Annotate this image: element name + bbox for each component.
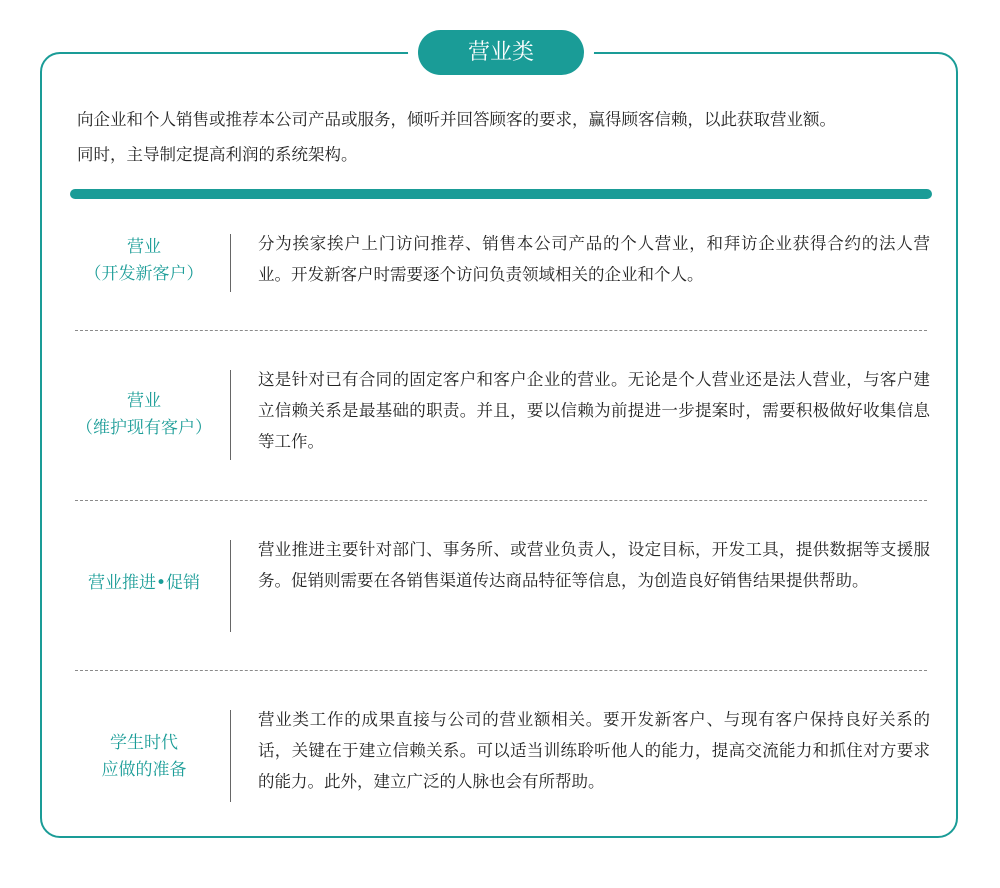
section-divider-bar	[70, 189, 932, 199]
job-row-new-clients	[70, 228, 932, 308]
job-row-existing-clients	[70, 364, 932, 464]
row-separator-line	[230, 540, 231, 632]
job-row-student-preparation	[70, 704, 932, 804]
job-row-label: 营业 （维护现有客户）	[76, 391, 212, 438]
job-row-description: 营业类工作的成果直接与公司的营业额相关。要开发新客户、与现有客户保持良好关系的话，关键在于建立信赖关系。可以适当训练聆听他人的能力，提高交流能力和抓住对方要求的能力。此外，建立广泛的人脉也会有所帮助。	[258, 710, 930, 791]
job-row-sales-promotion	[70, 534, 932, 634]
row-separator-line	[230, 370, 231, 460]
intro-text	[77, 102, 947, 172]
intro-line-1: 向企业和个人销售或推荐本公司产品或服务，倾听并回答顾客的要求，赢得顾客信赖，以此获取营业额。	[77, 110, 836, 129]
job-row-description: 分为挨家挨户上门访问推荐、销售本公司产品的个人营业，和拜访企业获得合约的法人营业。开发新客户时需要逐个访问负责领域相关的企业和个人。	[258, 234, 930, 284]
job-row-label: 营业 （开发新客户）	[84, 237, 204, 284]
job-row-description: 这是针对已有合同的固定客户和客户企业的营业。无论是个人营业还是法人营业，与客户建立信赖关系是最基础的职责。并且，要以信赖为前提进一步提案时，需要积极做好收集信息等工作。	[258, 370, 930, 451]
row-separator-line	[230, 234, 231, 292]
dashed-divider	[75, 500, 927, 501]
row-separator-line	[230, 710, 231, 802]
intro-line-2: 同时，主导制定提高利润的系统架构。	[77, 145, 358, 164]
category-title: 营业类	[418, 30, 584, 75]
job-row-label: 营业推进•促销	[87, 573, 201, 593]
dashed-divider	[75, 330, 927, 331]
dashed-divider	[75, 670, 927, 671]
job-row-label: 学生时代 应做的准备	[101, 733, 187, 780]
job-row-description: 营业推进主要针对部门、事务所、或营业负责人，设定目标，开发工具，提供数据等支援服务。促销则需要在各销售渠道传达商品特征等信息，为创造良好销售结果提供帮助。	[258, 540, 930, 590]
